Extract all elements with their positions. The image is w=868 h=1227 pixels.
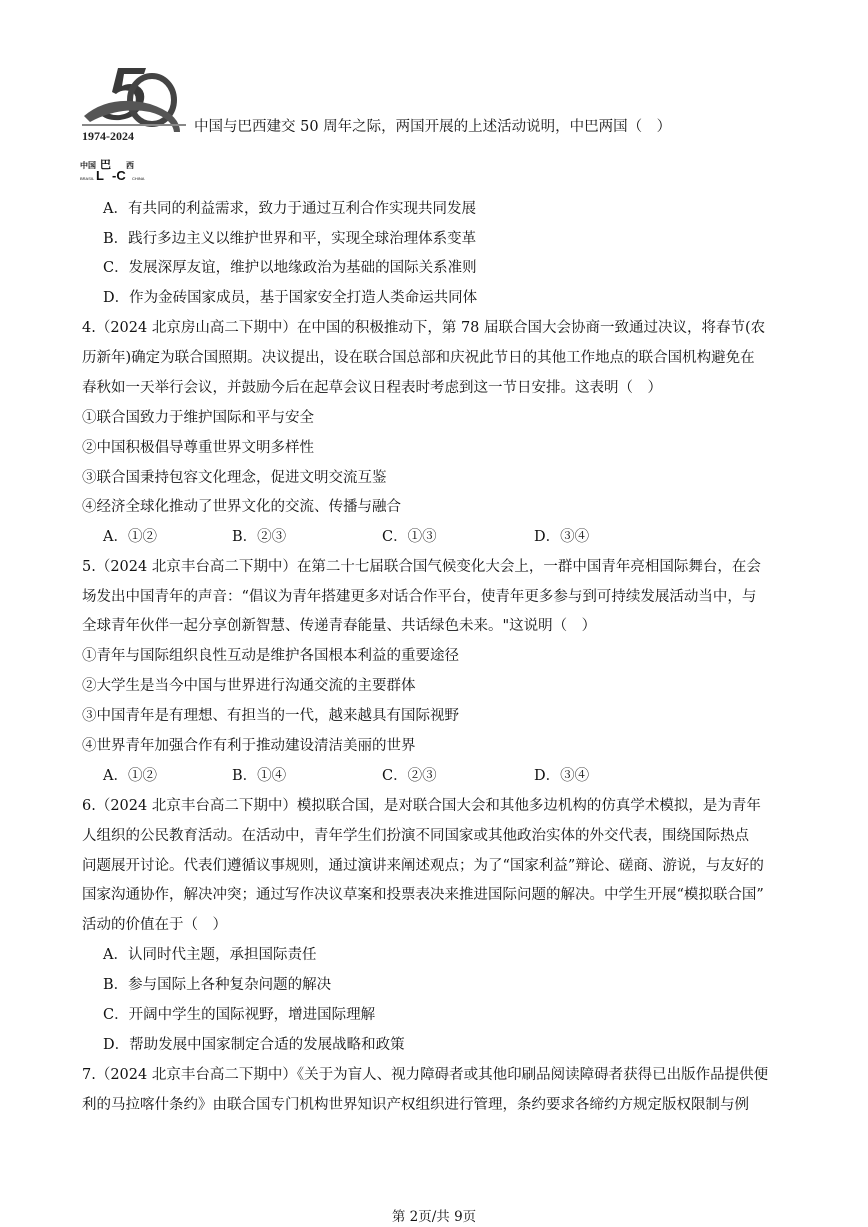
q5-line-2: 场发出中国青年的声音：“倡议为青年搭建更多对话合作平台，使青年更多参与到可持续发展活动当中，与 [82,589,757,605]
q6-option-d: D．帮助发展中国家制定合适的发展战略和政策 [103,1037,405,1053]
q5-choice-b: B．①④ [232,768,287,784]
q4-statement-2: ②中国积极倡导尊重世界文明多样性 [82,440,314,456]
q5-line-3: 全球青年伙伴一起分享创新智慧、传递青春能量、共话绿色未来。"这说明（ ） [82,618,597,634]
q3-option-b: B．践行多边主义以维护世界和平，实现全球治理体系变革 [103,231,477,247]
q5-choice-d: D．③④ [534,768,590,784]
q4-choice-b: B．②③ [232,529,287,545]
anniversary-logo [80,64,190,184]
q6-option-c: C．开阔中学生的国际视野，增进国际理解 [103,1007,376,1023]
q4-line-1: 4.（2024 北京房山高二下期中）在中国的积极推动下，第 78 届联合国大会协商一致通过决议，将春节(农 [82,320,766,336]
q4-line-3: 春秋如一天举行会议，并鼓励今后在起草会议日程表时考虑到这一节日安排。这表明（ ） [82,380,662,396]
q5-choice-c: C．②③ [382,768,437,784]
q5-statement-1: ①青年与国际组织良性互动是维护各国根本利益的重要途径 [82,648,459,664]
q3-option-c: C．发展深厚友谊，维护以地缘政治为基础的国际关系准则 [103,260,477,276]
q4-statement-1: ①联合国致力于维护国际和平与安全 [82,410,314,426]
q4-statement-3: ③联合国秉持包容文化理念，促进文明交流互鉴 [82,470,387,486]
q7-line-2: 利的马拉喀什条约》由联合国专门机构世界知识产权组织进行管理，条约要求各缔约方规定版权限制与例 [82,1097,749,1113]
logo-sub-left: BRASIL [80,176,95,181]
logo-sub-right: CHINA [132,176,145,181]
q6-line-3: 问题展开讨论。代表们遵循议事规则，通过演讲来阐述观点；为了“国家利益”辩论、磋商、游说，与友好的 [82,858,764,874]
page-number: 第 2页/共 9页 [391,1209,477,1225]
q4-choice-a: A．①② [103,529,157,545]
logo-brand-left: 中国 [80,161,96,170]
q5-line-1: 5.（2024 北京丰台高二下期中）在第二十七届联合国气候变化大会上，一群中国青年亮相国际舞台，在会 [82,559,761,575]
q6-option-b: B．参与国际上各种复杂问题的解决 [103,977,332,993]
q5-statement-3: ③中国青年是有理想、有担当的一代，越来越具有国际视野 [82,708,459,724]
logo-sub-c: -C [112,168,126,183]
q6-line-1: 6.（2024 北京丰台高二下期中）模拟联合国，是对联合国大会和其他多边机构的仿真学术模拟，是为青年 [82,798,761,814]
q6-option-a: A．认同时代主题，承担国际责任 [103,947,317,963]
q3-option-a: A．有共同的利益需求，致力于通过互利合作实现共同发展 [103,201,476,217]
q5-statement-2: ②大学生是当今中国与世界进行沟通交流的主要群体 [82,678,416,694]
q5-choice-a: A．①② [103,768,157,784]
q6-line-5: 活动的价值在于（ ） [82,917,227,933]
q4-choice-d: D．③④ [534,529,590,545]
q4-statement-4: ④经济全球化推动了世界文化的交流、传播与融合 [82,499,401,515]
q6-line-2: 人组织的公民教育活动。在活动中，青年学生们扮演不同国家或其他政治实体的外交代表，围绕国际热点 [82,828,749,844]
q7-line-1: 7.（2024 北京丰台高二下期中）《关于为盲人、视力障碍者或其他印刷品阅读障碍者获得已出版作品提供便 [82,1067,769,1083]
logo-brand-right: 西 [126,161,134,170]
logo-years: 1974-2024 [82,129,134,143]
q4-choice-c: C．①③ [382,529,437,545]
q3-stem: 中国与巴西建交 50 周年之际，两国开展的上述活动说明，中巴两国（ ） [194,119,672,135]
q5-statement-4: ④世界青年加强合作有利于推动建设清洁美丽的世界 [82,738,416,754]
q3-option-d: D．作为金砖国家成员，基于国家安全打造人类命运共同体 [103,290,478,306]
q6-line-4: 国家沟通协作，解决冲突；通过写作决议草案和投票表决来推进国际问题的解决。中学生开展“模拟联合国” [82,887,764,903]
logo-sub-l: L [96,168,104,183]
q4-line-2: 历新年)确定为联合国照期。决议提出，设在联合国总部和庆祝此节日的其他工作地点的联合国机构避免在 [82,350,755,366]
logo-brand-mid: 巴 [100,159,111,171]
